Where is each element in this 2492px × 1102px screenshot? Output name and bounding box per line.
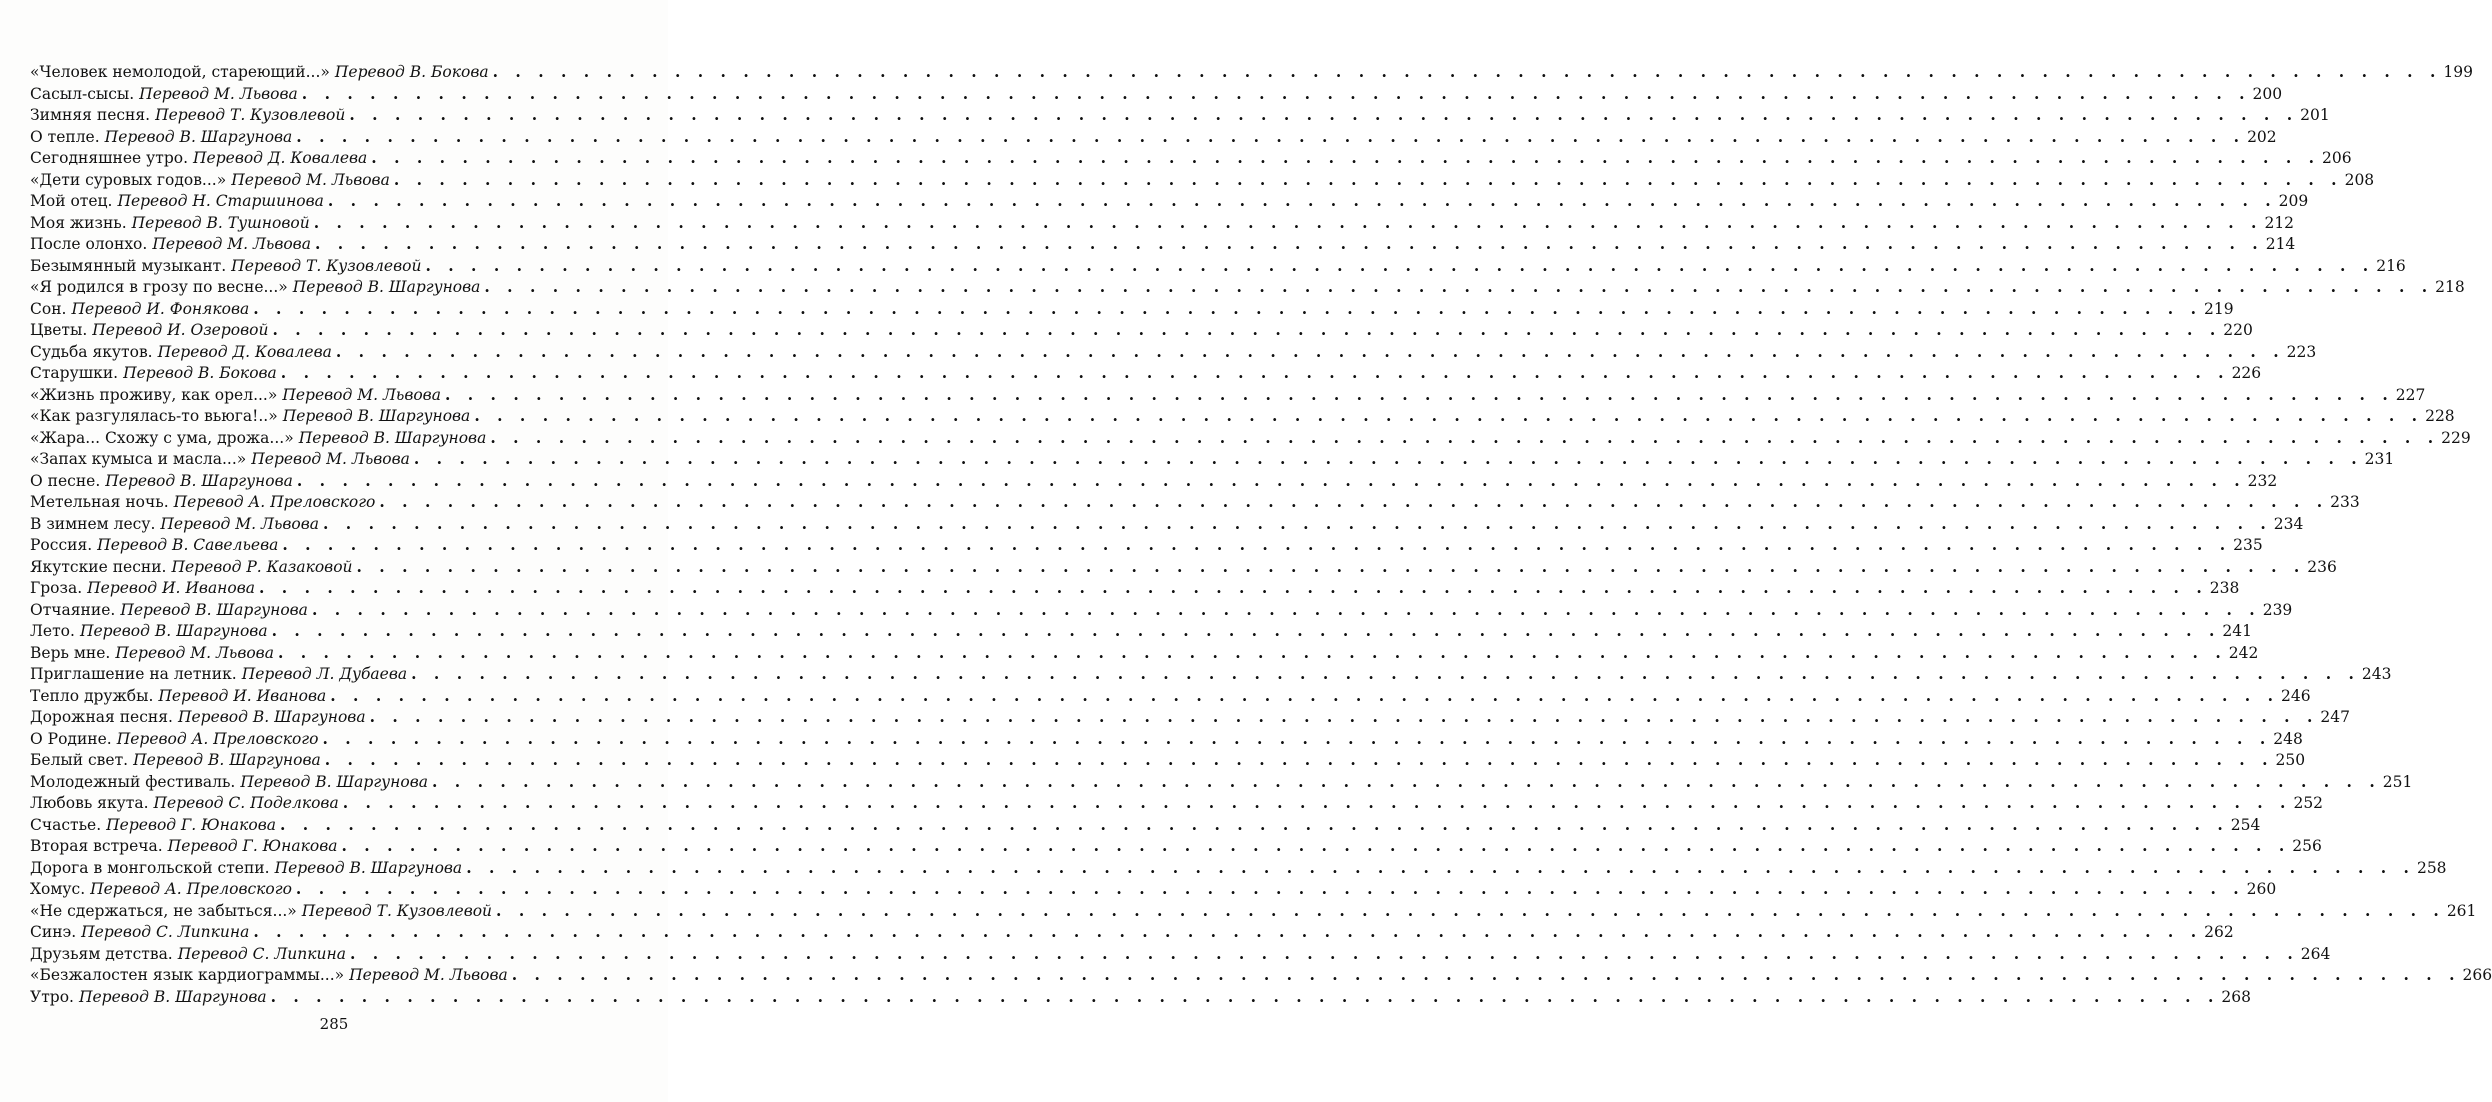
translator-credit: Перевод М. Львова <box>282 385 441 404</box>
poem-title: Молодежный фестиваль. <box>30 772 236 791</box>
entry-text <box>30 643 274 665</box>
toc-entry <box>30 405 2455 427</box>
page-reference: 206 <box>2322 149 2352 167</box>
toc-entry <box>30 534 2263 556</box>
poem-title: Отчаяние. <box>30 600 116 619</box>
poem-title: О Родине. <box>30 729 112 748</box>
page-reference: 250 <box>2275 751 2306 769</box>
dot-leader <box>318 728 2271 750</box>
page-reference: 226 <box>2231 364 2262 382</box>
page-reference: 254 <box>2230 815 2261 834</box>
page-reference: 232 <box>2247 471 2278 490</box>
dot-leader <box>267 986 2220 1008</box>
toc-entry <box>30 835 2322 857</box>
poem-title: Утро. <box>30 987 74 1006</box>
entry-text <box>30 922 249 944</box>
translator-credit: Перевод М. Львова <box>152 235 311 253</box>
entry-text <box>30 729 318 751</box>
dot-leader <box>345 104 2298 126</box>
entry-text <box>30 987 267 1009</box>
toc-entry <box>30 814 2261 836</box>
dot-leader <box>337 835 2290 857</box>
dot-leader <box>321 749 2274 771</box>
entry-text <box>30 127 292 149</box>
page-reference: 202 <box>2247 127 2277 146</box>
entry-text <box>30 105 345 127</box>
entry-text <box>30 901 492 923</box>
dot-leader <box>324 190 2277 212</box>
poem-title: Судьба якутов. <box>30 342 153 361</box>
page-reference: 239 <box>2262 600 2293 619</box>
page-reference: 241 <box>2222 622 2252 640</box>
entry-text <box>30 234 311 256</box>
dot-leader <box>346 943 2299 965</box>
page-reference: 252 <box>2293 794 2324 812</box>
toc-entry <box>30 685 2311 707</box>
entry-text <box>30 492 375 514</box>
entry-text <box>30 385 441 407</box>
dot-leader <box>421 255 2374 277</box>
dot-leader <box>441 384 2394 406</box>
page-reference: 214 <box>2265 235 2296 253</box>
dot-leader <box>326 685 2279 707</box>
page-reference: 216 <box>2376 256 2406 275</box>
poem-title: Сасыл-сысы. <box>30 84 135 103</box>
page-reference: 208 <box>2344 170 2375 189</box>
dot-leader <box>410 448 2363 470</box>
entry-text <box>30 944 346 966</box>
dot-leader <box>375 491 2328 513</box>
toc-entry <box>30 706 2350 728</box>
poem-title: Моя жизнь. <box>30 213 127 232</box>
dot-leader <box>470 405 2423 427</box>
page-reference: 258 <box>2416 858 2447 877</box>
page-reference: 261 <box>2446 901 2477 920</box>
entry-text <box>30 600 308 622</box>
poem-title: Дорожная песня. <box>30 708 173 726</box>
toc-entry <box>30 212 2295 234</box>
translator-credit: Перевод В. Шаргунова <box>120 600 308 619</box>
page-reference: 219 <box>2204 299 2234 318</box>
dot-leader <box>268 319 2221 341</box>
poem-title: После олонхо. <box>30 235 148 253</box>
toc-entry <box>30 900 2477 922</box>
translator-credit: Перевод А. Преловского <box>173 493 376 511</box>
toc-entry <box>30 986 2251 1008</box>
dot-leader <box>508 964 2461 986</box>
page-reference: 233 <box>2330 493 2360 511</box>
page-reference: 200 <box>2252 84 2283 103</box>
page-reference: 227 <box>2395 385 2426 404</box>
translator-credit: Перевод М. Львова <box>231 170 390 189</box>
page-reference: 220 <box>2223 321 2253 339</box>
toc-entry <box>30 319 2253 341</box>
dot-leader <box>428 771 2381 793</box>
translator-credit: Перевод М. Львова <box>160 514 320 533</box>
translator-credit: Перевод В. Шаргунова <box>298 428 487 447</box>
dot-leader <box>255 577 2208 599</box>
translator-credit: Перевод В. Шаргунова <box>177 708 366 726</box>
translator-credit: Перевод В. Шаргунова <box>274 858 463 877</box>
toc-entry <box>30 190 2309 212</box>
toc-entry <box>30 620 2252 642</box>
page-reference: 231 <box>2364 450 2395 468</box>
translator-credit: Перевод В. Бокова <box>123 364 277 382</box>
page-reference: 256 <box>2292 837 2322 855</box>
dot-leader <box>298 83 2251 105</box>
toc-entry <box>30 470 2278 492</box>
poem-title: Синэ. <box>30 923 77 941</box>
entry-text <box>30 471 293 493</box>
poem-title: Дорога в монгольской степи. <box>30 858 270 877</box>
dot-leader <box>249 921 2202 943</box>
entry-text <box>30 84 298 106</box>
entry-text <box>30 277 480 299</box>
entry-text <box>30 793 339 815</box>
toc-entry <box>30 728 2303 750</box>
entry-text <box>30 170 390 192</box>
entry-text <box>30 342 332 364</box>
translator-credit: Перевод Т. Кузовлевой <box>301 901 493 920</box>
poem-title: Вторая встреча. <box>30 837 163 855</box>
poem-title: Гроза. <box>30 579 83 597</box>
dot-leader <box>353 556 2306 578</box>
poem-title: Мой отец. <box>30 192 113 210</box>
translator-credit: Перевод Н. Старшинова <box>117 192 324 210</box>
dot-leader <box>489 61 2442 83</box>
page-reference: 247 <box>2320 708 2350 726</box>
dot-leader <box>462 857 2415 879</box>
poem-title: «Жара... Схожу с ума, дрожа...» <box>30 428 294 447</box>
toc-entry <box>30 276 2465 298</box>
toc-entry <box>30 427 2471 449</box>
dot-leader <box>407 663 2360 685</box>
translator-credit: Перевод Т. Кузовлевой <box>155 106 346 124</box>
dot-leader <box>274 642 2227 664</box>
toc-entry <box>30 298 2234 320</box>
dot-leader <box>310 212 2263 234</box>
page-reference: 260 <box>2246 880 2277 898</box>
dot-leader <box>366 706 2319 728</box>
translator-credit: Перевод А. Преловского <box>90 880 292 898</box>
poem-title: Тепло дружбы. <box>30 686 154 705</box>
poem-title: Цветы. <box>30 321 88 339</box>
page-reference: 246 <box>2281 686 2311 705</box>
translator-credit: Перевод С. Липкина <box>81 923 250 941</box>
page-reference: 235 <box>2233 536 2263 554</box>
dot-leader <box>311 233 2264 255</box>
translator-credit: Перевод Д. Ковалева <box>193 149 368 167</box>
toc-entry <box>30 663 2392 685</box>
toc-entry <box>30 771 2413 793</box>
dot-leader <box>332 341 2285 363</box>
translator-credit: Перевод М. Львова <box>251 450 410 468</box>
poem-title: Счастье. <box>30 815 102 834</box>
poem-title: О тепле. <box>30 127 100 146</box>
poem-title: Россия. <box>30 536 93 554</box>
translator-credit: Перевод В. Шаргунова <box>282 407 471 425</box>
toc-entry <box>30 362 2262 384</box>
translator-credit: Перевод И. Иванова <box>87 579 255 597</box>
poem-title: Друзьям детства. <box>30 944 173 963</box>
entry-text <box>30 428 486 450</box>
toc-entry <box>30 104 2330 126</box>
toc-entry <box>30 233 2296 255</box>
translator-credit: Перевод В. Савельева <box>97 536 279 554</box>
poem-title: Лето. <box>30 622 75 640</box>
toc-entry <box>30 513 2304 535</box>
toc-entry <box>30 147 2352 169</box>
entry-text <box>30 686 326 708</box>
toc-entry <box>30 341 2317 363</box>
entry-text <box>30 62 489 84</box>
toc-entry <box>30 169 2375 191</box>
toc-entry <box>30 943 2331 965</box>
translator-credit: Перевод М. Львова <box>115 643 274 662</box>
table-of-contents <box>30 61 2492 1007</box>
toc-entry <box>30 857 2447 879</box>
page-reference: 262 <box>2204 923 2234 941</box>
page-reference: 266 <box>2462 966 2492 984</box>
entry-text <box>30 256 421 278</box>
entry-text <box>30 363 277 385</box>
translator-credit: Перевод В. Бокова <box>334 63 489 81</box>
entry-text <box>30 191 324 213</box>
page-reference: 264 <box>2300 944 2331 963</box>
dot-leader <box>486 427 2439 449</box>
entry-text <box>30 535 278 557</box>
dot-leader <box>268 620 2221 642</box>
page-reference: 228 <box>2425 407 2455 425</box>
toc-entry <box>30 384 2426 406</box>
toc-entry <box>30 792 2324 814</box>
translator-credit: Перевод В. Шаргунова <box>78 987 267 1006</box>
entry-text <box>30 750 321 772</box>
poem-title: В зимнем лесу. <box>30 514 156 533</box>
poem-title: Зимняя песня. <box>30 106 151 124</box>
entry-text <box>30 879 292 901</box>
translator-credit: Перевод В. Шаргунова <box>292 278 481 296</box>
page-reference: 234 <box>2273 514 2304 533</box>
translator-credit: Перевод И. Иванова <box>158 686 327 705</box>
translator-credit: Перевод В. Шаргунова <box>79 622 268 640</box>
entry-text <box>30 148 367 170</box>
translator-credit: Перевод В. Тушновой <box>131 213 310 232</box>
entry-text <box>30 320 268 342</box>
entry-text <box>30 578 255 600</box>
translator-credit: Перевод С. Липкина <box>177 944 346 963</box>
poem-title: «Безжалостен язык кардиограммы...» <box>30 966 345 984</box>
entry-text <box>30 815 276 837</box>
toc-entry <box>30 255 2406 277</box>
poem-title: Хомус. <box>30 880 86 898</box>
entry-text <box>30 449 410 471</box>
page-reference: 248 <box>2273 729 2303 748</box>
toc-entry <box>30 448 2395 470</box>
entry-text <box>30 965 508 987</box>
translator-credit: Перевод Д. Ковалева <box>157 342 332 361</box>
toc-entry <box>30 83 2283 105</box>
page-reference: 212 <box>2264 213 2295 232</box>
page-reference: 236 <box>2307 557 2337 576</box>
entry-text <box>30 557 353 579</box>
toc-entry <box>30 61 2473 83</box>
translator-credit: Перевод С. Поделкова <box>153 794 339 812</box>
toc-entry <box>30 878 2277 900</box>
poem-title: Верь мне. <box>30 643 111 662</box>
poem-title: «Человек немолодой, стареющий...» <box>30 63 330 81</box>
poem-title: Метельная ночь. <box>30 493 169 511</box>
page-reference: 238 <box>2209 579 2240 597</box>
poem-title: «Дети суровых годов...» <box>30 170 227 189</box>
translator-credit: Перевод Г. Юнакова <box>106 815 276 834</box>
entry-text <box>30 514 319 536</box>
poem-title: «Я родился в грозу по весне...» <box>30 278 288 296</box>
translator-credit: Перевод В. Шаргунова <box>240 772 428 791</box>
page-reference: 229 <box>2441 428 2471 447</box>
toc-entry <box>30 577 2240 599</box>
page-reference: 268 <box>2221 987 2251 1006</box>
dot-leader <box>293 470 2246 492</box>
entry-text <box>30 406 470 428</box>
entry-text <box>30 772 428 794</box>
toc-entry <box>30 556 2337 578</box>
poem-title: Сон. <box>30 299 67 318</box>
translator-credit: Перевод Т. Кузовлевой <box>231 256 422 275</box>
poem-title: Любовь якута. <box>30 794 149 812</box>
dot-leader <box>292 126 2245 148</box>
entry-text <box>30 213 310 235</box>
translator-credit: Перевод В. Шаргунова <box>105 471 293 490</box>
page-reference: 209 <box>2278 192 2309 210</box>
translator-credit: Перевод М. Львова <box>349 966 508 984</box>
dot-leader <box>390 169 2343 191</box>
translator-credit: Перевод Р. Казаковой <box>171 557 353 576</box>
translator-credit: Перевод В. Шаргунова <box>133 751 321 769</box>
translator-credit: Перевод Г. Юнакова <box>167 837 338 855</box>
entry-text <box>30 858 462 880</box>
page-reference: 243 <box>2361 665 2392 683</box>
toc-entry <box>30 749 2306 771</box>
translator-credit: Перевод И. Фонякова <box>71 299 250 318</box>
entry-text <box>30 664 407 686</box>
poem-title: «Жизнь проживу, как орел...» <box>30 385 278 404</box>
page-reference: 242 <box>2228 643 2259 662</box>
page-number: 285 <box>319 1015 349 1033</box>
poem-title: Якутские песни. <box>30 557 167 576</box>
translator-credit: Перевод Л. Дубаева <box>241 665 408 683</box>
poem-title: Приглашение на летник. <box>30 665 237 683</box>
toc-entry <box>30 642 2259 664</box>
translator-credit: Перевод В. Шаргунова <box>104 127 293 146</box>
translator-credit: Перевод А. Преловского <box>116 729 319 748</box>
toc-entry <box>30 599 2293 621</box>
dot-leader <box>480 276 2433 298</box>
poem-title: О песне. <box>30 471 101 490</box>
dot-leader <box>367 147 2320 169</box>
entry-text <box>30 836 337 858</box>
poem-title: Белый свет. <box>30 751 129 769</box>
poem-title: Безымянный музыкант. <box>30 256 227 275</box>
dot-leader <box>249 298 2202 320</box>
dot-leader <box>308 599 2261 621</box>
dot-leader <box>277 362 2230 384</box>
page-reference: 251 <box>2382 772 2413 791</box>
translator-credit: Перевод М. Львова <box>139 84 298 103</box>
poem-title: Старушки. <box>30 364 119 382</box>
translator-credit: Перевод И. Озеровой <box>92 321 269 339</box>
page-reference: 201 <box>2300 106 2330 124</box>
poem-title: Сегодняшнее утро. <box>30 149 189 167</box>
poem-title: «Как разгулялась-то вьюга!..» <box>30 407 278 425</box>
entry-text <box>30 707 366 729</box>
dot-leader <box>319 513 2272 535</box>
toc-entry <box>30 491 2360 513</box>
dot-leader <box>292 878 2245 900</box>
dot-leader <box>276 814 2229 836</box>
entry-text <box>30 299 249 321</box>
toc-entry <box>30 964 2492 986</box>
page-reference: 199 <box>2443 63 2473 81</box>
dot-leader <box>278 534 2231 556</box>
page-reference: 218 <box>2435 278 2465 296</box>
entry-text <box>30 621 268 643</box>
dot-leader <box>339 792 2292 814</box>
poem-title: «Запах кумыса и масла...» <box>30 450 247 468</box>
toc-entry <box>30 921 2234 943</box>
page-reference: 223 <box>2286 342 2317 361</box>
toc-entry <box>30 126 2277 148</box>
dot-leader <box>492 900 2445 922</box>
poem-title: «Не сдержаться, не забыться...» <box>30 901 297 920</box>
